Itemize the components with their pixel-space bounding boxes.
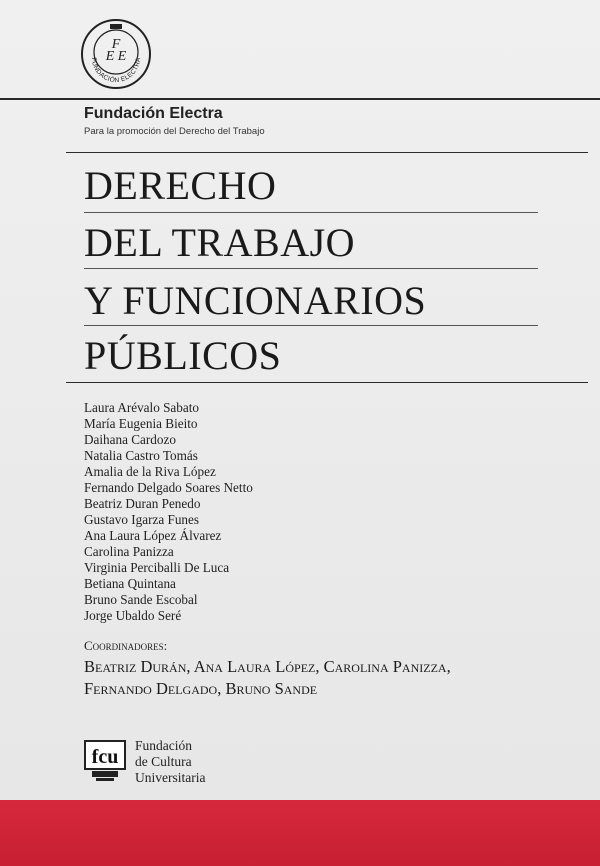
svg-text:E: E [117,49,127,64]
author-name: Beatriz Duran Penedo [84,496,201,511]
coordinators-names [84,656,584,700]
coordinators-label: Coordinadores: [84,638,168,653]
title-line-4: PÚBLICOS [84,333,282,378]
svg-text:FUNDACIÓN ELECTRA [90,57,142,84]
fundacion-electra-seal-icon [80,18,152,90]
fcu-line-3: Universitaria [135,770,206,785]
author-list [84,400,253,624]
fcu-logo-icon [84,740,126,782]
fcu-line-2: de Cultura [135,754,192,769]
top-rule [0,98,600,100]
fcu-name [135,738,205,786]
author-name: Ana Laura López Álvarez [84,528,222,543]
coordinators-line-1: Beatriz Durán, Ana Laura López, Carolina Panizza, [84,657,451,676]
author-name: María Eugenia Bieito [84,416,198,431]
title-underline-3 [84,325,538,326]
author-name: Virginia Perciballi De Luca [84,560,230,575]
author-name: Betiana Quintana [84,576,176,591]
svg-text:F: F [111,37,121,52]
seal-text: FUNDACIÓN ELECTRA [89,57,143,85]
title-underline-1 [84,212,538,213]
publisher-name: Fundación Electra [84,105,223,122]
author-name: Fernando Delgado Soares Netto [84,480,253,495]
author-name: Daihana Cardozo [84,432,176,447]
header-rule [66,152,588,153]
author-name: Jorge Ubaldo Seré [84,608,182,623]
fcu-logo-text: fcu [91,746,119,768]
author-name: Amalia de la Riva López [84,464,216,479]
author-name: Natalia Castro Tomás [84,448,198,463]
title-line-3: Y FUNCIONARIOS [84,278,427,323]
title-line-1: DERECHO [84,163,277,208]
title-underline-2 [84,268,538,269]
author-name: Carolina Panizza [84,544,174,559]
fcu-line-1: Fundación [135,738,192,753]
author-name: Bruno Sande Escobal [84,592,198,607]
coordinators-line-2: Fernando Delgado, Bruno Sande [84,679,318,698]
title-line-2: DEL TRABAJO [84,220,356,265]
author-name: Laura Arévalo Sabato [84,400,199,415]
red-bottom-band [0,800,600,866]
svg-text:E: E [105,49,115,64]
author-name: Gustavo Igarza Funes [84,512,199,527]
publisher-tagline: Para la promoción del Derecho del Trabajo [84,126,265,137]
title-bottom-rule [66,382,588,383]
